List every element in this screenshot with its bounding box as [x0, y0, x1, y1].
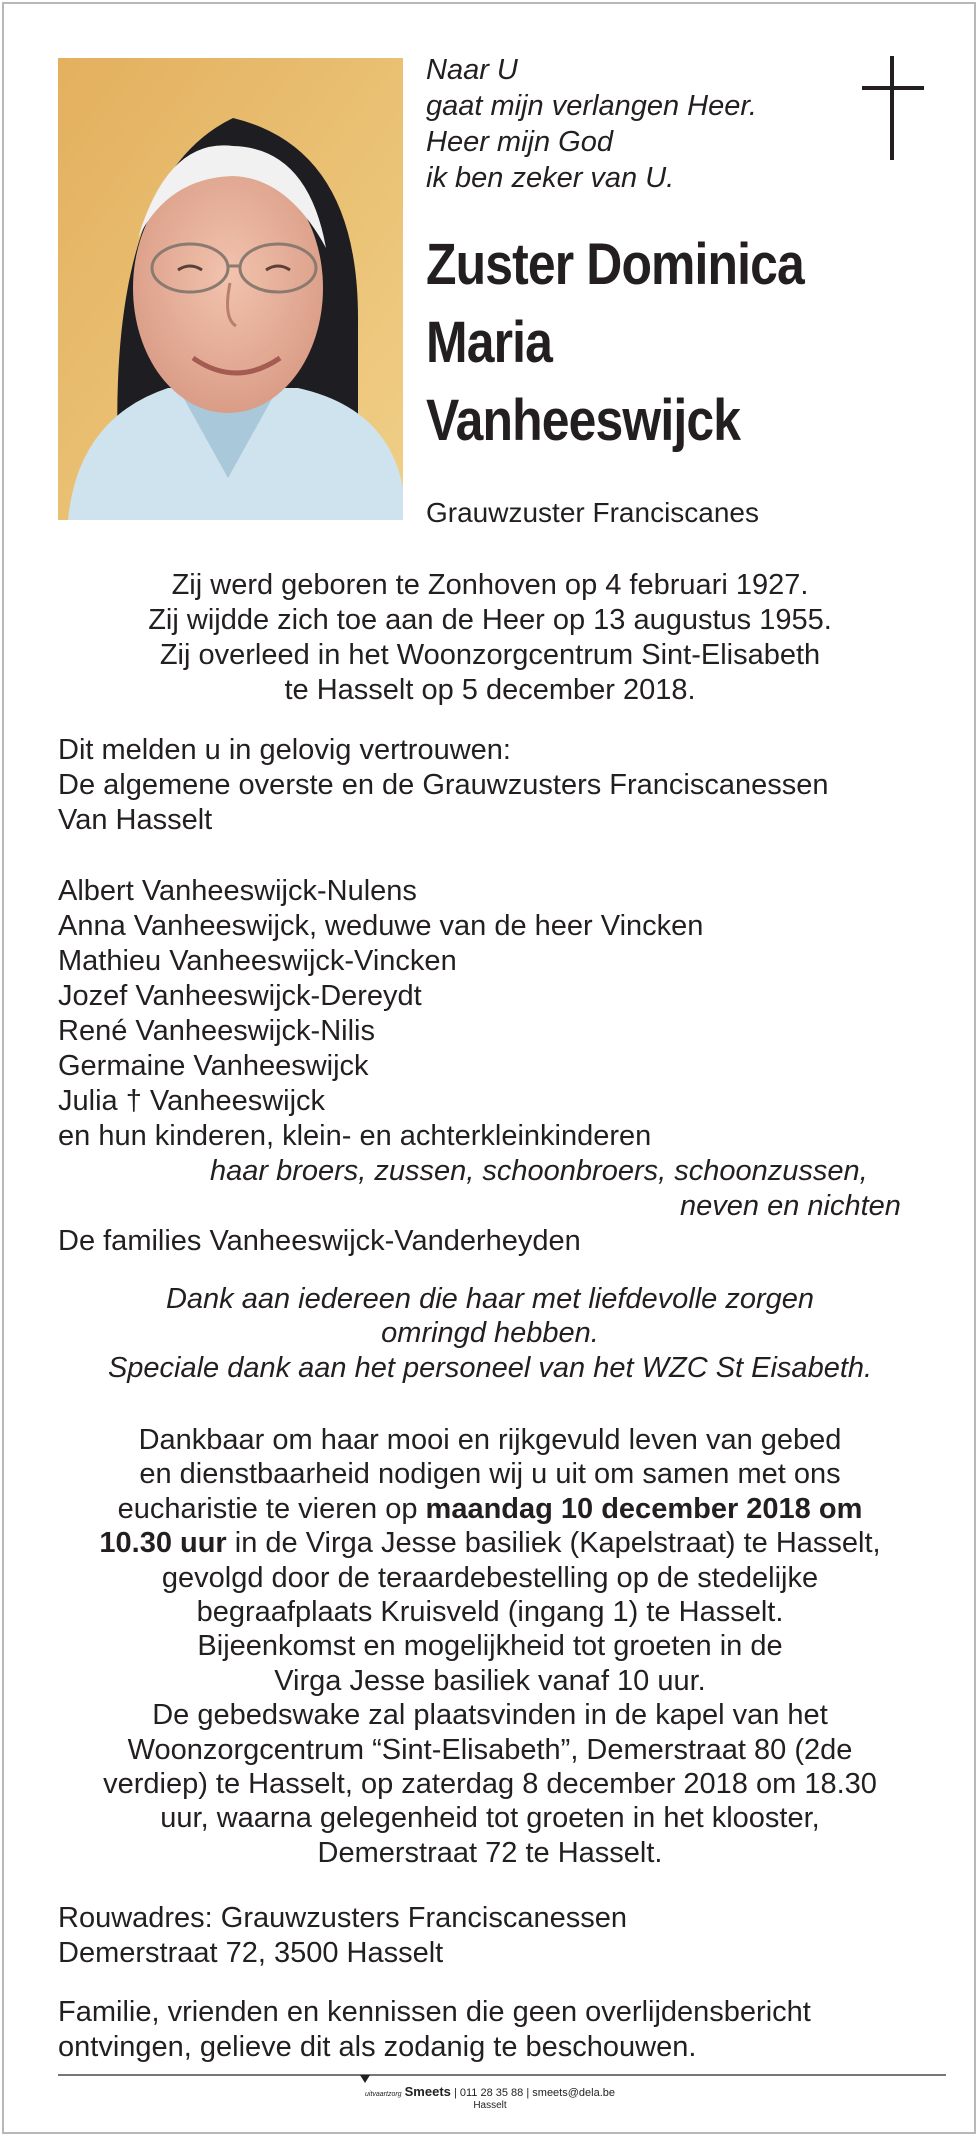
- poem-line: ik ben zeker van U.: [426, 162, 675, 194]
- poem: [426, 52, 786, 196]
- service-text: in de Virga Jesse basiliek (Kapelstraat) te Hasselt,: [226, 1527, 881, 1560]
- life-dates: [58, 568, 922, 708]
- family-member: Germaine Vanheeswijck: [58, 1050, 369, 1082]
- families-line: De families Vanheeswijck-Vanderheyden: [58, 1225, 581, 1257]
- religious-order: Grauwzuster Franciscanes: [426, 497, 760, 528]
- closing-note: [58, 1995, 938, 2065]
- portrait-image: [58, 58, 403, 520]
- service-date: maandag 10 december 2018 om: [425, 1492, 863, 1525]
- footer-divider: [58, 2074, 946, 2076]
- poem-line: Heer mijn God: [426, 126, 613, 158]
- portrait-photo: [58, 58, 403, 520]
- family-member: Anna Vanheeswijck, weduwe van de heer Vincken: [58, 910, 704, 942]
- family-member: René Vanheeswijck-Nilis: [58, 1015, 375, 1047]
- family-list: [58, 874, 938, 1259]
- family-member: en hun kinderen, klein- en achterkleinkinderen: [58, 1120, 652, 1152]
- service-line: en dienstbaarheid nodigen wij u uit om samen met ons: [139, 1458, 841, 1491]
- closing-line: Familie, vrienden en kennissen die geen overlijdensbericht: [58, 1996, 811, 2028]
- life-line: Zij wijdde zich toe aan de Heer op 13 augustus 1955.: [148, 604, 832, 636]
- service-line: Demerstraat 72 te Hasselt.: [317, 1836, 663, 1869]
- service-info: [58, 1423, 922, 1870]
- family-member: Jozef Vanheeswijck-Dereydt: [58, 980, 422, 1012]
- thanks-line: omringd hebben.: [381, 1317, 599, 1350]
- service-line: [58, 1492, 922, 1526]
- announce-line: De algemene overste en de Grauwzusters Franciscanessen: [58, 769, 829, 801]
- thanks: [58, 1282, 922, 1385]
- service-text: eucharistie te vieren op: [117, 1492, 426, 1525]
- service-line: uur, waarna gelegenheid tot groeten in het klooster,: [160, 1802, 820, 1835]
- thanks-line: Speciale dank aan het personeel van het WZC St Eisabeth.: [107, 1351, 873, 1384]
- service-line: gevolgd door de teraardebestelling op de stedelijke: [161, 1561, 819, 1594]
- mourning-address: [58, 1901, 938, 1971]
- announcement: [58, 733, 938, 838]
- address-line: Demerstraat 72, 3500 Hasselt: [58, 1937, 444, 1969]
- divider-marker-icon: [360, 2075, 370, 2083]
- service-line: Woonzorgcentrum “Sint-Elisabeth”, Demerstraat 80 (2de: [127, 1733, 853, 1766]
- name-line: Vanheeswijck: [426, 388, 741, 453]
- siblings-line: haar broers, zussen, schoonbroers, schoonzussen,: [210, 1155, 868, 1187]
- life-line: Zij overleed in het Woonzorgcentrum Sint-Elisabeth: [159, 639, 821, 671]
- funeral-home-brand: Smeets: [404, 2084, 451, 2099]
- life-line: Zij werd geboren te Zonhoven op 4 februari 1927.: [171, 569, 809, 601]
- family-member: Mathieu Vanheeswijck-Vincken: [58, 945, 457, 977]
- name-line: Maria: [426, 310, 553, 375]
- life-line: te Hasselt op 5 december 2018.: [284, 674, 696, 706]
- family-member: Albert Vanheeswijck-Nulens: [58, 875, 417, 907]
- siblings-line: neven en nichten: [680, 1190, 901, 1222]
- thanks-line: Dank aan iedereen die haar met liefdevolle zorgen: [165, 1283, 815, 1315]
- funeral-home-city: Hasselt: [473, 2100, 507, 2111]
- deceased-name: [426, 226, 873, 460]
- funeral-home: uitvaartzorg Smeets | 011 28 35 88 | smeets@dela.be: [365, 2084, 615, 2099]
- service-line: [58, 1526, 922, 1560]
- family-member: Julia † Vanheeswijck: [58, 1085, 326, 1117]
- address-line: Rouwadres: Grauwzusters Franciscanessen: [58, 1902, 627, 1934]
- announce-line: Dit melden u in gelovig vertrouwen:: [58, 734, 511, 766]
- service-line: Dankbaar om haar mooi en rijkgevuld leven van gebed: [138, 1424, 842, 1456]
- funeral-home-email: smeets@dela.be: [532, 2087, 615, 2099]
- service-line: verdiep) te Hasselt, op zaterdag 8 december 2018 om 18.30: [103, 1768, 877, 1801]
- name-line: Zuster Dominica: [426, 232, 804, 297]
- closing-line: ontvingen, gelieve dit als zodanig te beschouwen.: [58, 2031, 697, 2063]
- announce-line: Van Hasselt: [58, 804, 213, 836]
- service-line: begraafplaats Kruisveld (ingang 1) te Hasselt.: [196, 1596, 784, 1629]
- cross-icon: [862, 56, 924, 160]
- service-line: De gebedswake zal plaatsvinden in de kapel van het: [152, 1699, 828, 1732]
- service-time: 10.30 uur: [99, 1527, 227, 1560]
- funeral-home-prefix: uitvaartzorg: [365, 2091, 402, 2098]
- service-line: Virga Jesse basiliek vanaf 10 uur.: [274, 1664, 706, 1697]
- poem-line: gaat mijn verlangen Heer.: [426, 90, 757, 122]
- funeral-home-phone: 011 28 35 88: [459, 2087, 524, 2099]
- service-line: Bijeenkomst en mogelijkheid tot groeten in de: [197, 1630, 783, 1663]
- poem-line: Naar U: [426, 54, 518, 86]
